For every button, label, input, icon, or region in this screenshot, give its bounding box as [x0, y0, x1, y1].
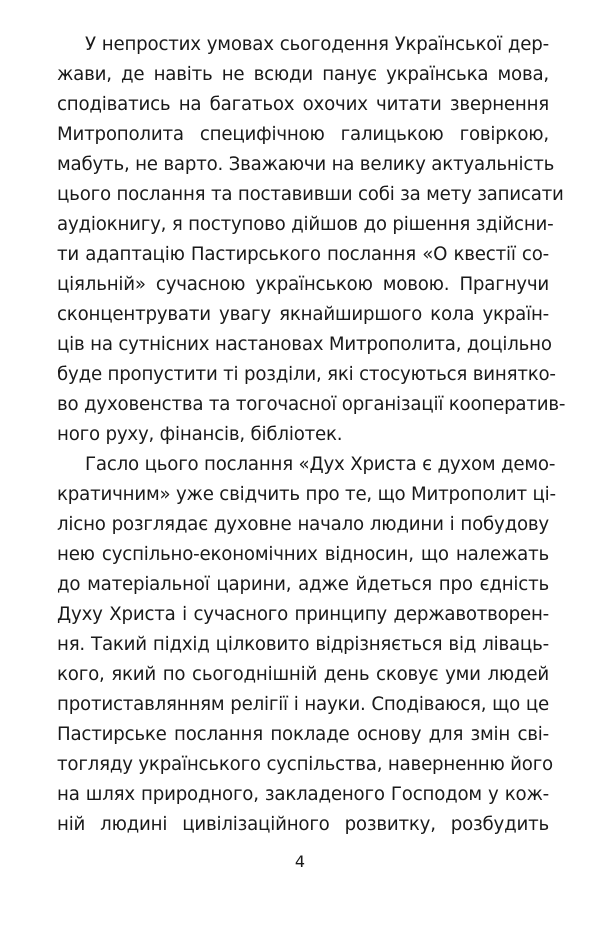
page-number: 4 — [294, 852, 306, 871]
text-line: ціяльній» сучасною українською мовою. Прагнучи — [57, 274, 549, 295]
text-line: жави, де навіть не всюди панує українська мова, — [57, 64, 549, 85]
text-line: нею суспільно-економічних відносин, що належать — [57, 544, 549, 565]
text-line: ців на сутнісних настановах Митрополита, доцільно — [57, 334, 552, 355]
text-line: ти адаптацію Пастирського послання «О квестії со- — [57, 244, 549, 265]
text-line: на шлях природного, закладеного Господом у кож- — [57, 784, 549, 805]
text-line: сконцентрувати увагу якнайширшого кола україн- — [57, 304, 549, 325]
text-line: кратичним» уже свідчить про те, що Митрополит ці- — [57, 484, 556, 505]
text-line: буде пропустити ті розділи, які стосуються винятко- — [57, 364, 556, 385]
text-line: Духу Христа і сучасного принципу державотворен- — [57, 604, 549, 625]
text-line: ня. Такий підхід цілковито відрізняється від ліваць- — [57, 634, 549, 655]
text-line: до матеріальної царини, адже йдеться про єдність — [57, 574, 549, 595]
text-line: Гасло цього послання «Дух Христа є духом демо- — [85, 454, 556, 475]
text-line: во духовенства та тогочасної організації кооператив- — [57, 394, 566, 415]
page-body — [57, 30, 566, 840]
text-line: аудіокнигу, я поступово дійшов до рішення здійсни- — [57, 214, 554, 235]
text-line: цього послання та поставивши собі за мету записати — [57, 184, 564, 205]
paragraph — [57, 450, 556, 840]
text-line: тогляду українського суспільства, наверненню його — [57, 754, 553, 775]
text-line: Митрополита специфічною галицькою говіркою, — [57, 124, 549, 145]
paragraph — [57, 30, 566, 450]
text-line: У непростих умовах сьогодення Української дер- — [85, 34, 549, 55]
text-line: мабуть, не варто. Зважаючи на велику актуальність — [57, 154, 555, 175]
text-line: ній людині цивілізаційного розвитку, розбудить — [57, 814, 549, 835]
text-line: лісно розглядає духовне начало людини і побудову — [57, 514, 549, 535]
text-line: протиставлянням релігії і науки. Сподіваюся, що це — [57, 694, 549, 715]
text-line: кого, який по сьогоднішній день сковує уми людей — [57, 664, 549, 685]
text-line: ного руху, фінансів, бібліотек. — [57, 424, 343, 445]
text-line: Пастирське послання покладе основу для змін сві- — [57, 724, 549, 745]
text-line: сподіватись на багатьох охочих читати звернення — [57, 94, 549, 115]
